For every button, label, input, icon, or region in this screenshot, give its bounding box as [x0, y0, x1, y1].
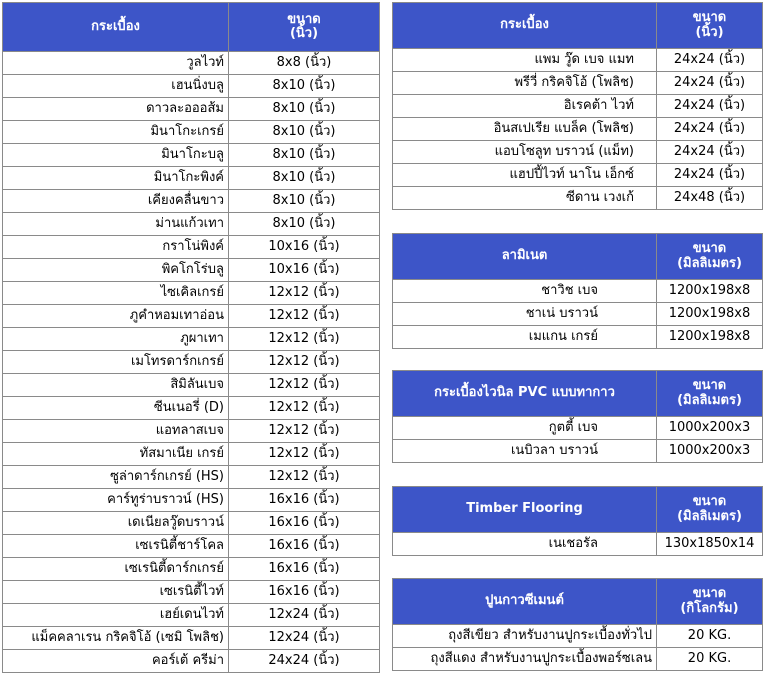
product-size-cell: 130x1850x14 [657, 533, 763, 556]
product-name-cell: เซเรนิตี้ไวท์ [3, 581, 229, 604]
header-size-label: ขนาด [692, 378, 727, 394]
table-row [3, 305, 380, 328]
product-size-cell: 8x10 (นิ้ว) [229, 167, 380, 190]
product-name-cell: กูตตี้ เบจ [393, 417, 657, 440]
product-name-cell: วูลไวท์ [3, 52, 229, 75]
table-body [393, 49, 763, 210]
product-name-cell: เดเนียลวู๊ดบราวน์ [3, 512, 229, 535]
product-size-cell: 12x12 (นิ้ว) [229, 328, 380, 351]
table-row [3, 581, 380, 604]
product-size-cell: 1200x198x8 [657, 303, 763, 326]
product-size-cell: 24x24 (นิ้ว) [657, 164, 763, 187]
product-name-cell: เซเรนิตี้ดาร์กเกรย์ [3, 558, 229, 581]
table-row [3, 259, 380, 282]
header-size-unit: (มิลลิเมตร) [677, 508, 742, 524]
table-row [393, 625, 763, 648]
header-size [657, 234, 763, 280]
product-name-cell: ถุงสีแดง สำหรับงานปูกระเบื้องพอร์ซเลน [393, 648, 657, 671]
table-header-row [393, 3, 763, 49]
header-size-unit: (มิลลิเมตร) [677, 392, 742, 408]
table-row [393, 440, 763, 463]
product-name-cell: แอทลาสเบจ [3, 420, 229, 443]
product-size-cell: 20 KG. [657, 648, 763, 671]
product-size-cell: 8x10 (นิ้ว) [229, 144, 380, 167]
table-row [3, 443, 380, 466]
table-row [3, 627, 380, 650]
product-name-cell: คอร์เต้ ครีม่า [3, 650, 229, 673]
header-size-label: ขนาด [692, 586, 727, 602]
product-size-cell: 10x16 (นิ้ว) [229, 236, 380, 259]
table-row [393, 280, 763, 303]
product-name-cell: เมแกน เกรย์ [393, 326, 657, 349]
header-product: กระเบื้องไวนิล PVC แบบทากาว [393, 371, 657, 417]
product-name-cell: สิมิลันเบจ [3, 374, 229, 397]
table-row [393, 141, 763, 164]
table-row [3, 167, 380, 190]
product-size-cell: 12x24 (นิ้ว) [229, 627, 380, 650]
header-size-label: ขนาด [692, 241, 727, 257]
table-row [393, 533, 763, 556]
product-name-cell: ถุงสีเขียว สำหรับงานปูกระเบื้องทั่วไป [393, 625, 657, 648]
cement-size-table [392, 578, 763, 671]
product-size-cell: 24x24 (นิ้ว) [657, 49, 763, 72]
product-name-cell: แพม วู๊ด เบจ แมท [393, 49, 657, 72]
product-name-cell: ซูล่าดาร์กเกรย์ (HS) [3, 466, 229, 489]
product-size-cell: 12x12 (นิ้ว) [229, 466, 380, 489]
product-size-cell: 24x24 (นิ้ว) [657, 141, 763, 164]
product-name-cell: มินาโกะพิงค์ [3, 167, 229, 190]
table-row [3, 397, 380, 420]
table-row [393, 49, 763, 72]
product-size-cell: 8x10 (นิ้ว) [229, 190, 380, 213]
header-size-label: ขนาด [692, 10, 727, 26]
product-name-cell: แฮปปี้ไวท์ นาโน เอ็กซ์ [393, 164, 657, 187]
product-size-cell: 12x24 (นิ้ว) [229, 604, 380, 627]
table-body [393, 625, 763, 671]
header-size-unit: (มิลลิเมตร) [677, 255, 742, 271]
laminate-size-table [392, 233, 763, 349]
product-name-cell: เซเรนิตี้ชาร์โคล [3, 535, 229, 558]
product-size-cell: 1000x200x3 [657, 417, 763, 440]
product-name-cell: ชาวิช เบจ [393, 280, 657, 303]
product-size-cell: 12x12 (นิ้ว) [229, 351, 380, 374]
table-body [393, 280, 763, 349]
product-size-cell: 16x16 (นิ้ว) [229, 558, 380, 581]
product-size-cell: 10x16 (นิ้ว) [229, 259, 380, 282]
table-row [3, 650, 380, 673]
table-row [393, 95, 763, 118]
table-row [3, 190, 380, 213]
table-row [3, 121, 380, 144]
product-size-cell: 12x12 (นิ้ว) [229, 443, 380, 466]
table-row [393, 118, 763, 141]
header-product: กระเบื้อง [3, 3, 229, 52]
product-size-cell: 1200x198x8 [657, 326, 763, 349]
table-row [3, 282, 380, 305]
header-product: ปูนกาวซีเมนต์ [393, 579, 657, 625]
product-size-cell: 12x12 (นิ้ว) [229, 282, 380, 305]
product-name-cell: เฮนนิ่งบลู [3, 75, 229, 98]
header-size-unit: (กิโลกรัม) [680, 600, 739, 616]
table-header-row [393, 579, 763, 625]
product-name-cell: ซีดาน เวงเก้ [393, 187, 657, 210]
table-row [393, 72, 763, 95]
product-name-cell: กราโน่พิงค์ [3, 236, 229, 259]
product-name-cell: มินาโกะบลู [3, 144, 229, 167]
product-name-cell: เนบิวลา บราวน์ [393, 440, 657, 463]
table-row [3, 512, 380, 535]
table-row [3, 213, 380, 236]
product-name-cell: อิเรคต้า ไวท์ [393, 95, 657, 118]
table-row [393, 303, 763, 326]
product-size-cell: 8x10 (นิ้ว) [229, 98, 380, 121]
product-size-cell: 12x12 (นิ้ว) [229, 305, 380, 328]
table-row [393, 648, 763, 671]
product-name-cell: พรีวี่ กริคจิโอ้ (โพลิช) [393, 72, 657, 95]
header-size-unit: (นิ้ว) [289, 26, 319, 41]
product-size-cell: 16x16 (นิ้ว) [229, 489, 380, 512]
product-name-cell: ดาวละอออส้ม [3, 98, 229, 121]
product-name-cell: ภูผาเทา [3, 328, 229, 351]
product-size-cell: 8x10 (นิ้ว) [229, 121, 380, 144]
product-size-cell: 8x8 (นิ้ว) [229, 52, 380, 75]
product-name-cell: ชาเน่ บราวน์ [393, 303, 657, 326]
header-product: กระเบื้อง [393, 3, 657, 49]
product-size-cell: 24x24 (นิ้ว) [657, 95, 763, 118]
tile-size-table [2, 2, 380, 673]
product-name-cell: เนเชอรัล [393, 533, 657, 556]
product-size-cell: 16x16 (นิ้ว) [229, 512, 380, 535]
table-row [393, 164, 763, 187]
table-header-row [393, 487, 763, 533]
product-name-cell: พิคโกโร่บลู [3, 259, 229, 282]
product-size-cell: 24x24 (นิ้ว) [657, 118, 763, 141]
product-name-cell: ภูคำหอมเทาอ่อน [3, 305, 229, 328]
product-size-cell: 20 KG. [657, 625, 763, 648]
header-size [657, 3, 763, 49]
header-product: Timber Flooring [393, 487, 657, 533]
product-name-cell: แม็คคลาเรน กริคจิโอ้ (เซมิ โพลิช) [3, 627, 229, 650]
product-name-cell: ม่านแก้วเทา [3, 213, 229, 236]
header-size [657, 487, 763, 533]
table-row [393, 326, 763, 349]
table-row [393, 187, 763, 210]
product-size-cell: 8x10 (นิ้ว) [229, 213, 380, 236]
table-row [3, 374, 380, 397]
table-row [3, 535, 380, 558]
table-body [3, 52, 380, 673]
product-size-cell: 12x12 (นิ้ว) [229, 397, 380, 420]
header-size [229, 3, 380, 52]
table-row [3, 466, 380, 489]
product-name-cell: อินสเปเรีย แบล็ค (โพลิช) [393, 118, 657, 141]
table-row [3, 236, 380, 259]
product-size-cell: 16x16 (นิ้ว) [229, 535, 380, 558]
tile-size-table-2 [392, 2, 763, 210]
product-size-cell: 16x16 (นิ้ว) [229, 581, 380, 604]
product-name-cell: เฮย์เดนไวท์ [3, 604, 229, 627]
table-row [3, 604, 380, 627]
table-row [3, 75, 380, 98]
header-size-label: ขนาด [692, 494, 727, 510]
header-product: ลามิเนต [393, 234, 657, 280]
table-row [3, 558, 380, 581]
header-size [657, 579, 763, 625]
table-row [3, 52, 380, 75]
product-name-cell: ซีนเนอรี่ (D) [3, 397, 229, 420]
table-row [3, 328, 380, 351]
table-body [393, 533, 763, 556]
table-row [3, 98, 380, 121]
product-name-cell: ทัสมาเนีย เกรย์ [3, 443, 229, 466]
table-row [3, 351, 380, 374]
table-row [3, 489, 380, 512]
product-size-cell: 24x48 (นิ้ว) [657, 187, 763, 210]
table-row [3, 420, 380, 443]
vinyl-size-table [392, 370, 763, 463]
product-name-cell: เคียงคลื่นขาว [3, 190, 229, 213]
timber-size-table [392, 486, 763, 556]
table-header-row [393, 371, 763, 417]
product-name-cell: คาร์ทูร่าบราวน์ (HS) [3, 489, 229, 512]
table-row [3, 144, 380, 167]
product-size-cell: 1000x200x3 [657, 440, 763, 463]
product-name-cell: แอบโซลูท บราวน์ (แม็ท) [393, 141, 657, 164]
product-size-cell: 12x12 (นิ้ว) [229, 374, 380, 397]
product-name-cell: ไซเคิลเกรย์ [3, 282, 229, 305]
product-name-cell: เมโทรดาร์กเกรย์ [3, 351, 229, 374]
product-size-cell: 1200x198x8 [657, 280, 763, 303]
table-header-row [393, 234, 763, 280]
table-header-row [3, 3, 380, 52]
header-size-unit: (นิ้ว) [695, 24, 724, 40]
product-name-cell: มินาโกะเกรย์ [3, 121, 229, 144]
product-size-cell: 8x10 (นิ้ว) [229, 75, 380, 98]
product-size-cell: 24x24 (นิ้ว) [657, 72, 763, 95]
header-size [657, 371, 763, 417]
table-row [393, 417, 763, 440]
table-body [393, 417, 763, 463]
header-size-label: ขนาด [287, 11, 321, 27]
product-size-cell: 12x12 (นิ้ว) [229, 420, 380, 443]
product-size-cell: 24x24 (นิ้ว) [229, 650, 380, 673]
